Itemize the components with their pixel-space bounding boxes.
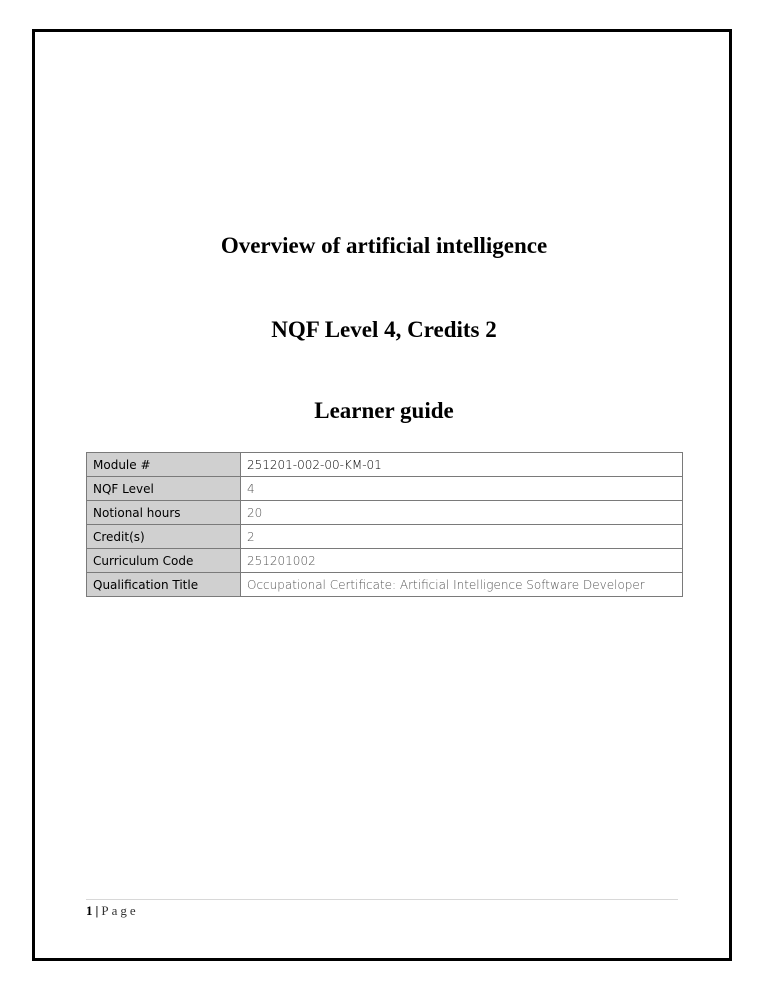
- row-value-curriculum-code: 251201002: [241, 549, 683, 573]
- table-row: [87, 501, 683, 525]
- row-label-qualification-title: Qualification Title: [87, 573, 241, 597]
- page-number: 1: [86, 903, 93, 918]
- row-value-notional-hours: 20: [241, 501, 683, 525]
- table-row: [87, 453, 683, 477]
- page-footer: [86, 904, 139, 917]
- footer-divider: [86, 899, 678, 900]
- footer-separator: |: [95, 903, 99, 918]
- row-value-qualification-title: Occupational Certificate: Artificial Intelligence Software Developer: [241, 573, 683, 597]
- document-subtitle: NQF Level 4, Credits 2: [271, 317, 497, 342]
- page-word: Page: [101, 903, 139, 918]
- table-row: [87, 477, 683, 501]
- module-info-table: [86, 452, 683, 597]
- row-value-credits: 2: [241, 525, 683, 549]
- row-label-credits: Credit(s): [87, 525, 241, 549]
- table-row: [87, 573, 683, 597]
- row-value-module: 251201-002-00-KM-01: [241, 453, 683, 477]
- table-row: [87, 549, 683, 573]
- row-label-nqf-level: NQF Level: [87, 477, 241, 501]
- guide-type-heading: Learner guide: [314, 398, 454, 423]
- row-label-module: Module #: [87, 453, 241, 477]
- row-label-curriculum-code: Curriculum Code: [87, 549, 241, 573]
- row-label-notional-hours: Notional hours: [87, 501, 241, 525]
- table-row: [87, 525, 683, 549]
- row-value-nqf-level: 4: [241, 477, 683, 501]
- document-title: Overview of artificial intelligence: [220, 233, 548, 258]
